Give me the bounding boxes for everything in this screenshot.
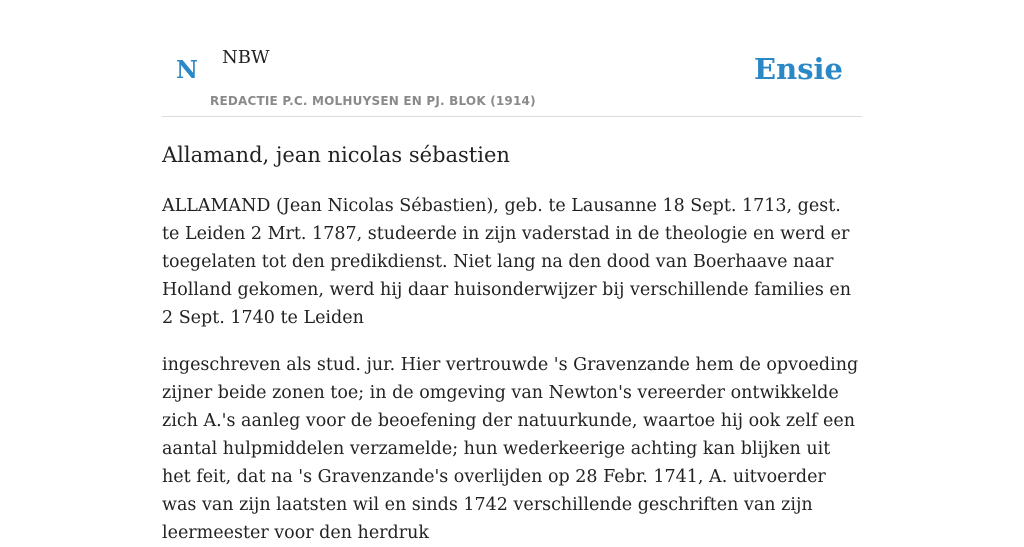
ensie-logo[interactable]: Ensie [754, 52, 843, 86]
source-logo[interactable]: N [176, 55, 198, 84]
source-name[interactable]: NBW [222, 47, 270, 68]
article-paragraph-1: ALLAMAND (Jean Nicolas Sébastien), geb. te Lausanne 18 Sept. 1713, gest. te Leiden 2 Mrt. 1787, studeerde in zijn vaderstad in de theologie en werd er toegelaten tot den predikdienst. Niet lang na den dood van Boerhaave naar Holland gekomen, werd hij daar huisonderwijzer bij verschillende families en 2 Sept. 1740 te Leiden [162, 196, 851, 328]
source-subtitle: REDACTIE P.C. MOLHUYSEN EN PJ. BLOK (1914) [210, 94, 536, 108]
header [162, 0, 862, 117]
article-paragraph-2: ingeschreven als stud. jur. Hier vertrouwde 's Gravenzande hem de opvoeding zijner beide zonen toe; in de omgeving van Newton's vereerder ontwikkelde zich A.'s aanleg voor de beoefening der natuurkunde, waartoe hij ook zelf een aantal hulpmiddelen verzamelde; hun wederkeerige achting kan blijken uit het feit, dat na 's Gravenzande's overlijden op 28 Febr. 1741, A. uitvoerder was van zijn laatsten wil en sinds 1742 verschillende geschriften van zijn leermeester voor den herdruk [162, 355, 859, 543]
article-title: Allamand, jean nicolas sébastien [162, 143, 510, 167]
